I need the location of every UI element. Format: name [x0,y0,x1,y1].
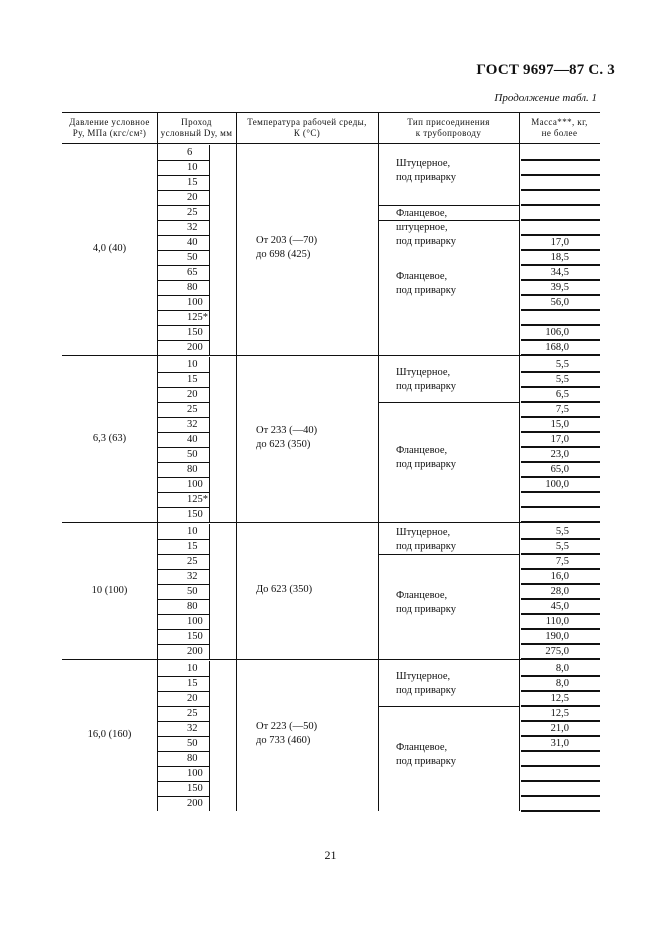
mass-row-rule [521,750,600,752]
bore-row-rule [157,736,209,737]
bore-row-rule [157,447,209,448]
nominal-bore-value: 32 [187,222,198,233]
bore-row-rule [157,235,209,236]
column-divider [378,659,379,811]
column-divider [378,355,379,522]
connection-type-rule [378,554,519,555]
bore-row-rule [157,190,209,191]
nominal-bore-value: 80 [187,753,198,764]
nominal-bore-value: 80 [187,464,198,475]
table-continuation-note: Продолжение табл. 1 [494,92,597,104]
bore-row-rule [157,507,209,508]
bore-row-rule [157,432,209,433]
bore-row-rule [157,402,209,403]
header-mass: Масса***, кг, не более [531,117,588,138]
header-divider [519,112,520,143]
mass-value: 7,5 [555,404,569,415]
column-divider [157,143,158,355]
nominal-bore-value: 150 [187,783,203,794]
column-divider [519,143,520,355]
mass-value: 106,0 [545,327,569,338]
mass-row-rule [521,506,600,508]
bore-row-rule [157,265,209,266]
nominal-bore-value: 20 [187,389,198,400]
nominal-bore-value: 40 [187,237,198,248]
mass-row-rule [521,491,600,493]
mass-value: 56,0 [550,297,569,308]
mass-value: 7,5 [555,556,569,567]
header-connection-type: Тип присоединения к трубопроводу [407,117,490,138]
bore-row-rule [157,295,209,296]
mass-value: 100,0 [545,479,569,490]
bore-row-rule [157,584,209,585]
bore-row-rule [157,644,209,645]
nominal-bore-value: 40 [187,434,198,445]
connection-type-label: Фланцевое, под приварку [396,589,456,615]
nominal-bore-value: 150 [187,509,203,520]
pressure-value: 4,0 (40) [92,243,127,254]
temperature-value: От 223 (—50) до 733 (460) [256,721,318,746]
bore-cell-divider [209,661,210,811]
nominal-bore-value: 10 [187,162,198,173]
connection-type-label: Фланцевое, под приварку [396,741,456,767]
nominal-bore-value: 32 [187,571,198,582]
bore-row-rule [157,387,209,388]
connection-type-rule [378,706,519,707]
bore-row-rule [157,676,209,677]
bore-row-rule [157,250,209,251]
mass-value: 5,5 [555,526,569,537]
mass-value: 39,5 [550,282,569,293]
column-divider [378,143,379,355]
nominal-bore-value: 80 [187,601,198,612]
header-divider [157,112,158,143]
nominal-bore-value: 32 [187,723,198,734]
bore-row-rule [157,417,209,418]
nominal-bore-value: 50 [187,449,198,460]
mass-value: 5,5 [555,359,569,370]
nominal-bore-value: 15 [187,541,198,552]
pressure-value: 10 (100) [91,584,128,596]
connection-type-label: Фланцевое, под приварку [396,270,456,296]
mass-value: 15,0 [550,419,569,430]
mass-value: 34,5 [550,267,569,278]
connection-type-label: Фланцевое, под приварку [396,445,456,470]
column-divider [519,522,520,659]
nominal-bore-value: 32 [187,419,198,430]
bore-row-rule [157,310,209,311]
nominal-bore-value: 50 [187,252,198,263]
pressure-value: 6,3 (63) [92,432,127,444]
bore-row-rule [157,554,209,555]
mass-row-rule [521,795,600,797]
mass-value: 17,0 [550,237,569,248]
nominal-bore-value: 200 [187,342,203,353]
mass-value: 8,0 [555,663,569,674]
nominal-bore-value: 25 [187,708,198,719]
connection-type-label: Штуцерное, под приварку [396,366,456,392]
nominal-bore-value: 80 [187,282,198,293]
mass-value: 12,5 [550,708,569,719]
header-nominal-bore: Проход условный Dу, мм [160,117,233,138]
mass-value: 18,5 [550,252,569,263]
nominal-bore-value: 100 [187,768,203,779]
nominal-bore-value: 50 [187,738,198,749]
nominal-bore-value: 50 [187,586,198,597]
column-divider [236,659,237,811]
bore-row-rule [157,766,209,767]
mass-value: 21,0 [550,723,569,734]
bore-row-rule [157,796,209,797]
bore-row-rule [157,539,209,540]
bore-row-rule [157,477,209,478]
bore-row-rule [157,205,209,206]
mass-value: 8,0 [555,678,569,689]
bore-row-rule [157,220,209,221]
bore-row-rule [157,492,209,493]
nominal-bore-value: 100 [187,479,203,490]
column-divider [157,659,158,811]
bore-row-rule [157,614,209,615]
mass-value: 110,0 [545,616,569,627]
bore-row-rule [157,462,209,463]
bore-row-rule [157,599,209,600]
temperature-value: От 203 (—70) до 698 (425) [256,235,318,260]
mass-value: 16,0 [550,571,569,582]
bore-row-rule [157,280,209,281]
column-divider [519,659,520,811]
nominal-bore-value: 150 [187,327,203,338]
mass-value: 45,0 [550,601,569,612]
connection-type-label: Штуцерное, под приварку [396,527,456,552]
nominal-bore-value: 15 [187,678,198,689]
nominal-bore-value: 20 [187,693,198,704]
pressure-value: 16,0 (160) [87,729,132,740]
bore-row-rule [157,569,209,570]
mass-row-rule [521,204,600,206]
nominal-bore-value: 10 [187,663,198,674]
bore-row-rule [157,160,209,161]
nominal-bore-value: 6 [187,147,193,158]
nominal-bore-value: 100 [187,616,203,627]
bore-row-rule [157,325,209,326]
column-divider [236,522,237,659]
nominal-bore-value: 15 [187,374,198,385]
column-divider [519,355,520,522]
nominal-bore-value: 25 [187,556,198,567]
nominal-bore-value: 10 [187,526,198,537]
connection-type-rule [378,402,519,403]
bore-row-rule [157,372,209,373]
document-reference: ГОСТ 9697—87 С. 3 [476,62,615,78]
column-divider [378,522,379,659]
nominal-bore-value: 25 [187,404,198,415]
mass-row-rule [521,810,600,812]
connection-type-label: Штуцерное, под приварку [396,158,456,183]
bore-row-rule [157,721,209,722]
nominal-bore-value: 200 [187,646,203,657]
page-number: 21 [324,848,337,862]
mass-value: 5,5 [555,374,569,385]
mass-row-rule [521,174,600,176]
header-divider [236,112,237,143]
header-temperature: Температура рабочей среды, К (°С) [247,117,367,138]
bore-row-rule [157,340,209,341]
column-divider [157,522,158,659]
mass-row-rule [521,219,600,221]
header-pressure: Давление условное Pу, МПа (кгс/см²) [69,117,150,138]
mass-value: 6,5 [555,389,569,400]
bore-row-rule [157,751,209,752]
mass-value: 190,0 [545,631,569,642]
nominal-bore-value: 25 [187,207,198,218]
bore-cell-divider [209,524,210,659]
mass-row-rule [521,159,600,161]
connection-type-rule [378,205,519,206]
header-divider [378,112,379,143]
mass-value: 17,0 [550,434,569,445]
bore-row-rule [157,706,209,707]
mass-value: 31,0 [550,738,569,749]
bore-row-rule [157,629,209,630]
mass-row-rule [521,309,600,311]
bore-cell-divider [209,357,210,522]
mass-value: 5,5 [555,541,569,552]
mass-value: 28,0 [550,586,569,597]
nominal-bore-value: 125* [187,494,208,505]
mass-value: 12,5 [550,693,569,704]
nominal-bore-value: 10 [187,359,198,370]
bore-row-rule [157,175,209,176]
nominal-bore-value: 65 [187,267,198,278]
nominal-bore-value: 150 [187,631,203,642]
mass-value: 23,0 [550,449,569,460]
nominal-bore-value: 100 [187,297,203,308]
bore-cell-divider [209,145,210,355]
bore-row-rule [157,781,209,782]
temperature-value: От 233 (—40) до 623 (350) [256,424,318,450]
mass-value: 275,0 [545,646,569,657]
mass-value: 168,0 [545,342,569,353]
nominal-bore-value: 20 [187,192,198,203]
mass-value: 65,0 [550,464,569,475]
column-divider [236,355,237,522]
nominal-bore-value: 200 [187,798,203,809]
column-divider [236,143,237,355]
mass-row-rule [521,765,600,767]
bore-row-rule [157,691,209,692]
temperature-value: До 623 (350) [256,583,313,595]
mass-row-rule [521,780,600,782]
connection-type-label: Штуцерное, под приварку [396,670,456,696]
connection-type-rule [378,220,519,221]
nominal-bore-value: 125* [187,312,208,323]
nominal-bore-value: 15 [187,177,198,188]
connection-type-label: Фланцевое, штуцерное, под приварку [396,208,456,247]
column-divider [157,355,158,522]
mass-row-rule [521,189,600,191]
